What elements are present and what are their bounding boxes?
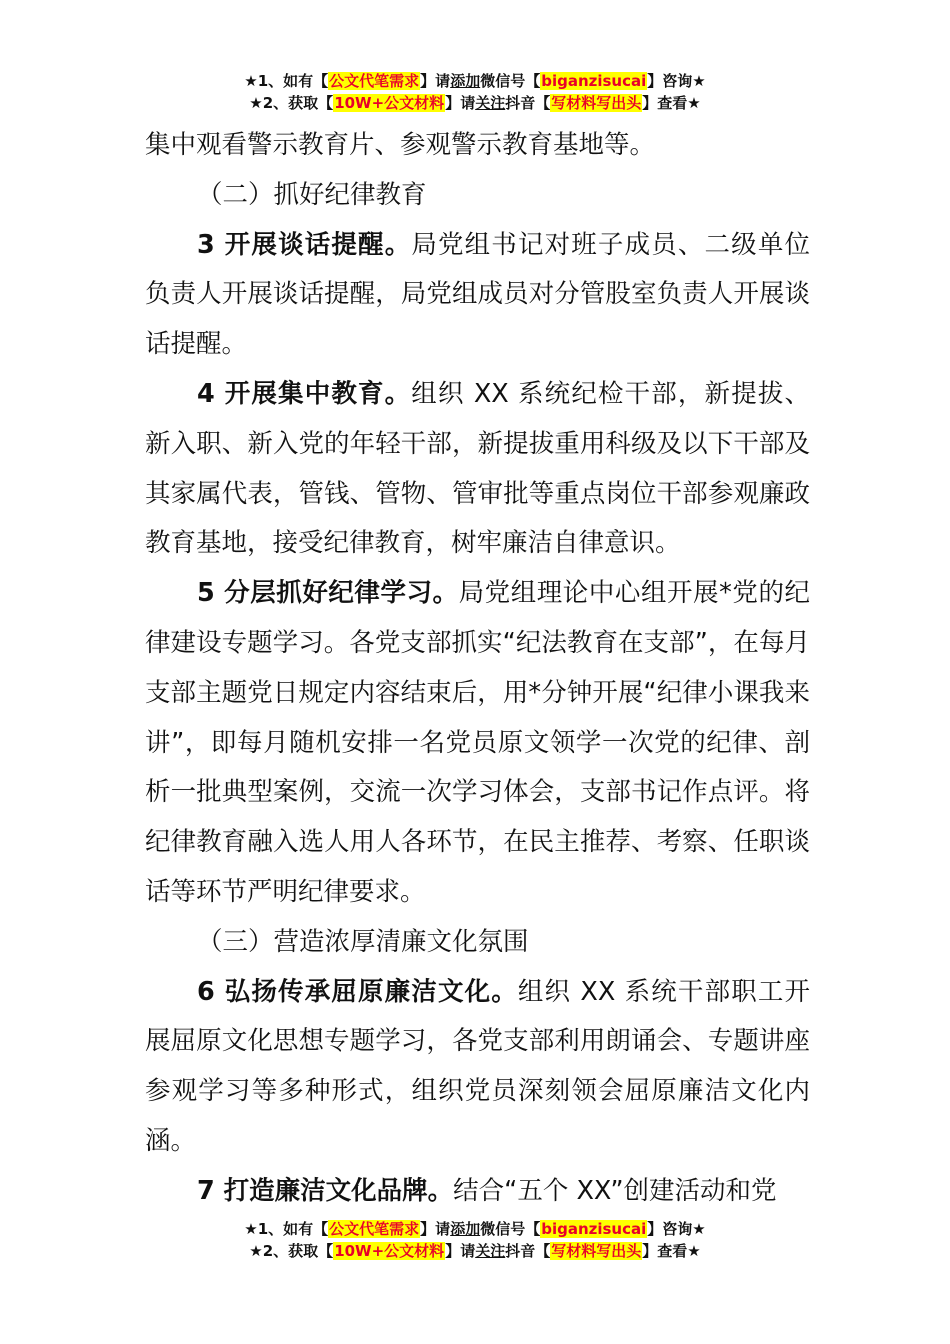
- paragraph-item-4: 4 开展集中教育。组织 XX 系统纪检干部，新提拔、新入职、新入党的年轻干部，新提拔重用科级及以下干部及其家属代表，管钱、管物、管审批等重点岗位干部参观廉政教育基地，接受纪律教育，树牢廉洁自律意识。: [145, 378, 810, 559]
- highlight-wechat-id: biganzisucai: [541, 1220, 647, 1238]
- paragraph-item-5: 5 分层抓好纪律学习。局党组理论中心组开展*党的纪律建设专题学习。各党支部抓实“纪法教育在支部”，在每月支部主题党日规定内容结束后，用*分钟开展“纪律小课我来讲”，即每月随机安排一名党员原文领学一次党的纪律、剖析一批典型案例，交流一次学习体会，支部书记作点评。将纪律教育融入选人用人各环节，在民主推荐、考察、任职谈话等环节严明纪律要求。: [145, 578, 810, 907]
- item-lead: 3 开展谈话提醒。: [197, 229, 412, 260]
- banner-line-1: ★1、如有【公文代笔需求】请添加微信号【biganzisucai】咨询★: [244, 1220, 706, 1238]
- banner-line-2: ★2、获取【10W+公文材料】请关注抖音【写材料写出头】查看★: [249, 94, 701, 112]
- footer-banner: [0, 1218, 950, 1262]
- banner-line-2: ★2、获取【10W+公文材料】请关注抖音【写材料写出头】查看★: [249, 1242, 701, 1260]
- item-lead: 6 弘扬传承屈原廉洁文化。: [197, 976, 518, 1007]
- paragraph-item-6: 6 弘扬传承屈原廉洁文化。组织 XX 系统干部职工开展屈原文化思想专题学习，各党支部利用朗诵会、专题讲座参观学习等多种形式，组织党员深刻领会屈原廉洁文化内涵。: [145, 976, 811, 1156]
- highlight-douyin: 写材料写出头: [551, 94, 642, 112]
- header-banner: [0, 70, 950, 114]
- highlight-douyin: 写材料写出头: [551, 1242, 642, 1260]
- highlight-wechat-id: biganzisucai: [541, 72, 647, 90]
- item-lead: 7 打造廉洁文化品牌。: [197, 1175, 454, 1206]
- item-lead: 5 分层抓好纪律学习。: [197, 578, 459, 609]
- highlight-materials: 10W+公文材料: [334, 94, 445, 112]
- banner-line-1: ★1、如有【公文代笔需求】请添加微信号【biganzisucai】咨询★: [244, 72, 706, 90]
- paragraph-item-7: 7 打造廉洁文化品牌。结合“五个 XX”创建活动和党: [197, 1175, 777, 1206]
- item-lead: 4 开展集中教育。: [197, 378, 412, 409]
- paragraph-continuation: 集中观看警示教育片、参观警示教育基地等。: [145, 130, 656, 160]
- highlight-service: 公文代笔需求: [329, 72, 420, 90]
- section-heading-2: （二）抓好纪律教育: [197, 179, 427, 210]
- section-heading-3: （三）营造浓厚清廉文化氛围: [197, 926, 529, 957]
- document-body: [145, 121, 810, 1217]
- highlight-service: 公文代笔需求: [329, 1220, 420, 1238]
- paragraph-item-3: 3 开展谈话提醒。局党组书记对班子成员、二级单位负责人开展谈话提醒，局党组成员对分管股室负责人开展谈话提醒。: [145, 229, 810, 360]
- highlight-materials: 10W+公文材料: [334, 1242, 445, 1260]
